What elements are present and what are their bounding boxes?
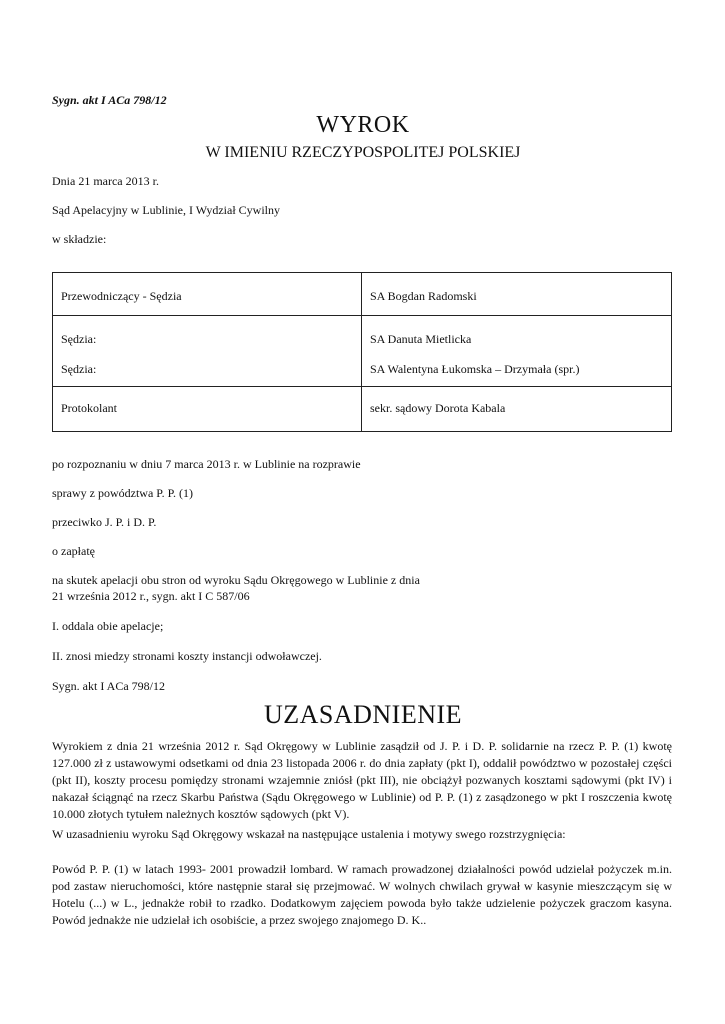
subject-line: o zapłatę [52, 544, 95, 558]
appeal-line-2: 21 września 2012 r., sygn. akt I C 587/06 [52, 589, 250, 603]
case-signature-repeat: Sygn. akt I ACa 798/12 [52, 679, 165, 693]
appeal-line-1: na skutek apelacji obu stron od wyroku Sądu Okręgowego w Lublinie z dnia [52, 573, 420, 587]
justification-paragraph-3: Powód P. P. (1) w latach 1993- 2001 prowadził lombard. W ramach prowadzonej działalności powód udzielał pożyczek m.in. pod zastaw nieruchomości, które następnie starał się przejmować. W wolnych chwilach grywał w kasynie mieszczącym się w Hotelu (...) w L., jednakże robił to rzadko. Dodatkowym zajęciem powoda było także udzielenie pożyczek graczom kasyna. Powód jednakże nie udzielał ich osobiście, a przez swojego znajomego D. K.. [52, 862, 672, 927]
name-cell [362, 316, 672, 387]
case-signature: Sygn. akt I ACa 798/12 [52, 93, 167, 107]
ruling-1: I. oddala obie apelacje; [52, 619, 164, 633]
name-text: SA Walentyna Łukomska – Drzymała (spr.) [370, 362, 580, 376]
justification-paragraph-2: W uzasadnieniu wyroku Sąd Okręgowy wskazał na następujące ustalenia i motywy swego rozstrzygnięcia: [52, 827, 566, 841]
role-cell [53, 273, 362, 316]
role-text: Sędzia: [61, 332, 97, 346]
role-text: Przewodniczący - Sędzia [61, 289, 182, 303]
table-row [53, 273, 672, 316]
role-text: Sędzia: [61, 362, 97, 376]
hearing-line: po rozpoznaniu w dniu 7 marca 2013 r. w Lublinie na rozprawie [52, 457, 361, 471]
role-text: Protokolant [61, 401, 117, 415]
name-text: sekr. sądowy Dorota Kabala [370, 401, 506, 415]
composition-line: w składzie: [52, 232, 107, 246]
name-text: SA Danuta Mietlicka [370, 332, 472, 346]
against-line: przeciwko J. P. i D. P. [52, 515, 157, 529]
ruling-2: II. znosi miedzy stronami koszty instancji odwoławczej. [52, 649, 322, 663]
date-line: Dnia 21 marca 2013 r. [52, 174, 159, 188]
court-line: Sąd Apelacyjny w Lublinie, I Wydział Cywilny [52, 203, 281, 217]
case-line: sprawy z powództwa P. P. (1) [52, 486, 193, 500]
justification-paragraph-1: Wyrokiem z dnia 21 września 2012 r. Sąd Okręgowy w Lublinie zasądził od J. P. i D. P. solidarnie na rzecz P. P. (1) kwotę 127.000 zł z ustawowymi odsetkami od dnia 23 listopada 2006 r. do dnia zapłaty (pkt I), oddalił powództwo w pozostałej części (pkt II), koszty procesu pomiędzy stronami wzajemnie zniósł (pkt III), nie obciążył pozwanych kosztami sądowymi (pkt IV) i nakazał ściągnąć na rzecz Skarbu Państwa (Sądu Okręgowego w Lublinie) od P. P. (1) z zasądzonego w pkt I roszczenia kwotę 10.000 złotych tytułem należnych kosztów sądowych (pkt V). [52, 739, 672, 821]
name-cell [362, 387, 672, 432]
composition-table [52, 272, 672, 432]
name-cell [362, 273, 672, 316]
table-row [53, 316, 672, 387]
role-cell [53, 316, 362, 387]
document-subtitle: W IMIENIU RZECZYPOSPOLITEJ POLSKIEJ [205, 144, 521, 161]
table-row [53, 387, 672, 432]
name-text: SA Bogdan Radomski [370, 289, 477, 303]
document-title: WYROK [316, 112, 410, 138]
justification-title: UZASADNIENIE [263, 700, 463, 729]
role-cell [53, 387, 362, 432]
